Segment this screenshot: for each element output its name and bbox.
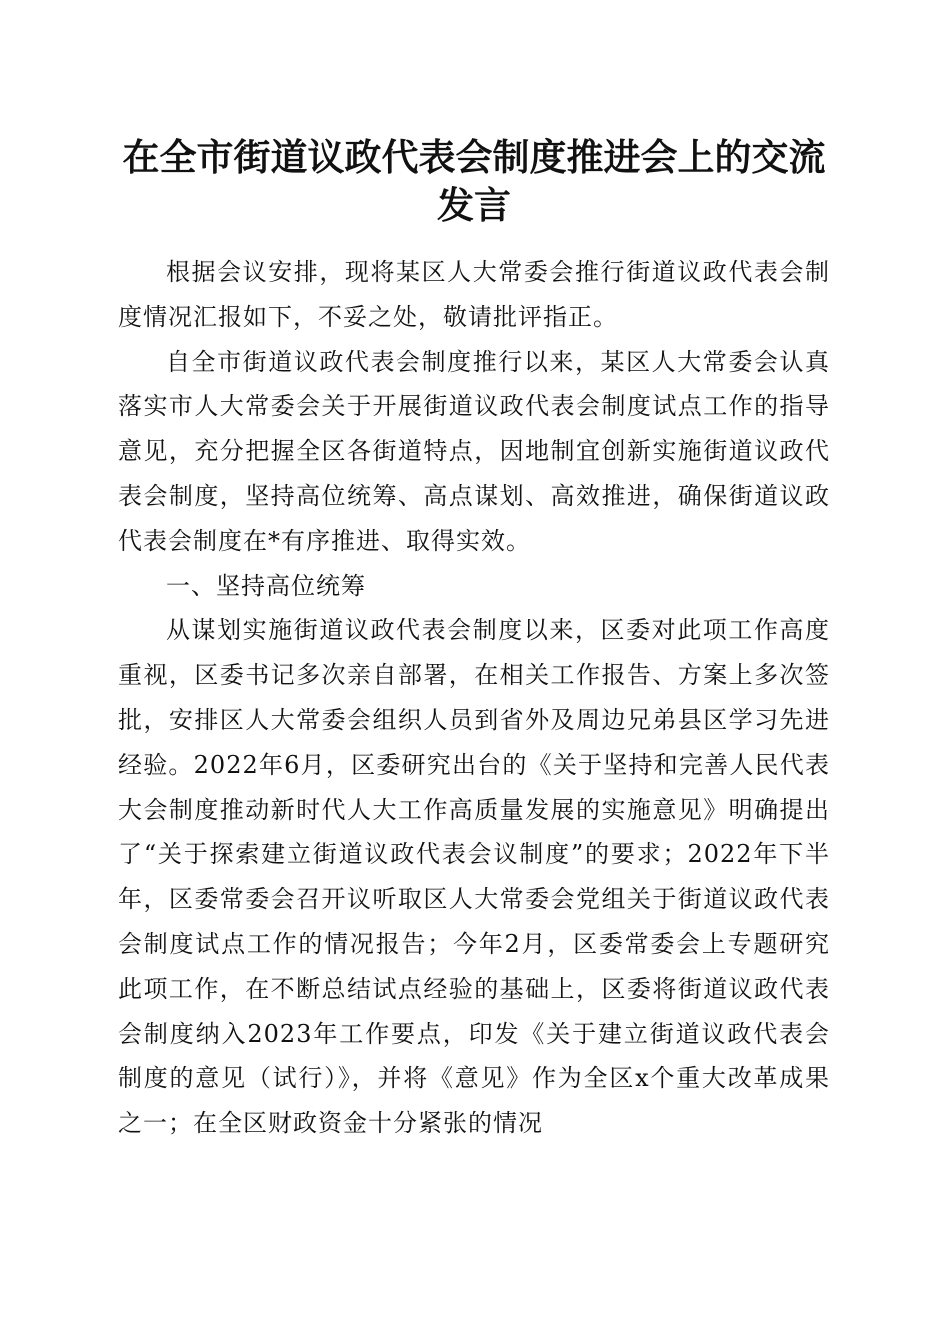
background-paragraph: 自全市街道议政代表会制度推行以来，某区人大常委会认真落实市人大常委会关于开展街道议政代表会制度试点工作的指导意见，充分把握全区各街道特点，因地制宜创新实施街道议政代表会制度，坚持高位统筹、高点谋划、高效推进，确保街道议政代表会制度在*有序推进、取得实效。 [118,347,830,555]
section-heading: 一、坚持高位统筹 [166,571,366,600]
document-title: 在全市街道议政代表会制度推进会上的交流发言 [122,135,826,227]
document-body [118,250,830,1146]
section-paragraph: 从谋划实施街道议政代表会制度以来，区委对此项工作高度重视，区委书记多次亲自部署，在相关工作报告、方案上多次签批，安排区人大常委会组织人员到省外及周边兄弟县区学习先进经验。2022年6月，区委研究出台的《关于坚持和完善人民代表大会制度推动新时代人大工作高质量发展的实施意见》明确提出了“关于探索建立街道议政代表会议制度”的要求；2022年下半年，区委常委会召开议听取区人大常委会党组关于街道议政代表会制度试点工作的情况报告；今年2月，区委常委会上专题研究此项工作，在不断总结试点经验的基础上，区委将街道议政代表会制度纳入2023年工作要点，印发《关于建立街道议政代表会制度的意见（试行）》，并将《意见》作为全区x个重大改革成果之一；在全区财政资金十分紧张的情况 [118,616,830,1138]
document-page [118,0,830,1138]
intro-paragraph: 根据会议安排，现将某区人大常委会推行街道议政代表会制度情况汇报如下，不妥之处，敬请批评指正。 [118,258,830,331]
